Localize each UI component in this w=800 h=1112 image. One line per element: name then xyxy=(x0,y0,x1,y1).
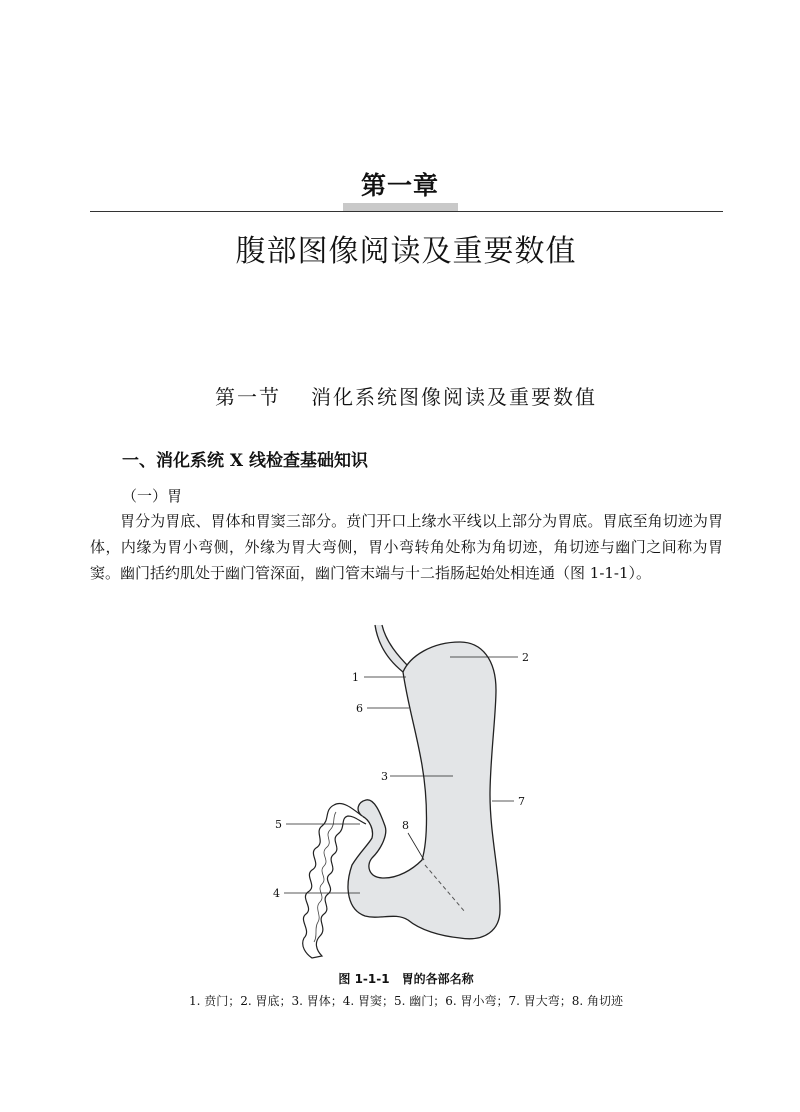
heading-level2: （一）胃 xyxy=(122,487,183,505)
chapter-label: 第一章 xyxy=(360,171,439,200)
label-2: 2 xyxy=(522,651,529,664)
label-4: 4 xyxy=(273,887,280,900)
chapter-label-bar xyxy=(343,203,458,211)
body-paragraph: 胃分为胃底、胃体和胃窦三部分。贲门开口上缘水平线以上部分为胃底。胃底至角切迹为胃体，内缘为胃小弯侧，外缘为胃大弯侧，胃小弯转角处称为角切迹，角切迹与幽门之间称为胃窦。幽门括约肌处于幽门管深面，幽门管末端与十二指肠起始处相连通（图 1-1-1）。 xyxy=(90,512,723,582)
label-1: 1 xyxy=(352,671,359,684)
esophagus xyxy=(375,625,410,672)
stomach-diagram xyxy=(260,620,560,965)
section-number: 第一节 xyxy=(215,385,281,409)
figure-caption: 图 1-1-1 胃的各部名称 xyxy=(338,972,474,986)
figure-legend: 1. 贲门；2. 胃底；3. 胃体；4. 胃窦；5. 幽门；6. 胃小弯；7. 胃大弯；8. 角切迹 xyxy=(188,994,624,1008)
heading-level1: 一、消化系统 X 线检查基础知识 xyxy=(122,451,369,471)
section-title xyxy=(0,381,800,410)
chapter-rule xyxy=(90,211,723,212)
section-name: 消化系统图像阅读及重要数值 xyxy=(311,385,597,409)
label-3: 3 xyxy=(381,770,388,783)
label-5: 5 xyxy=(275,818,282,831)
label-8: 8 xyxy=(402,819,409,832)
leader-line-8 xyxy=(408,833,424,860)
label-6: 6 xyxy=(356,702,363,715)
label-7: 7 xyxy=(518,795,525,808)
stomach-outline xyxy=(348,642,500,939)
chapter-title: 腹部图像阅读及重要数值 xyxy=(235,234,577,269)
